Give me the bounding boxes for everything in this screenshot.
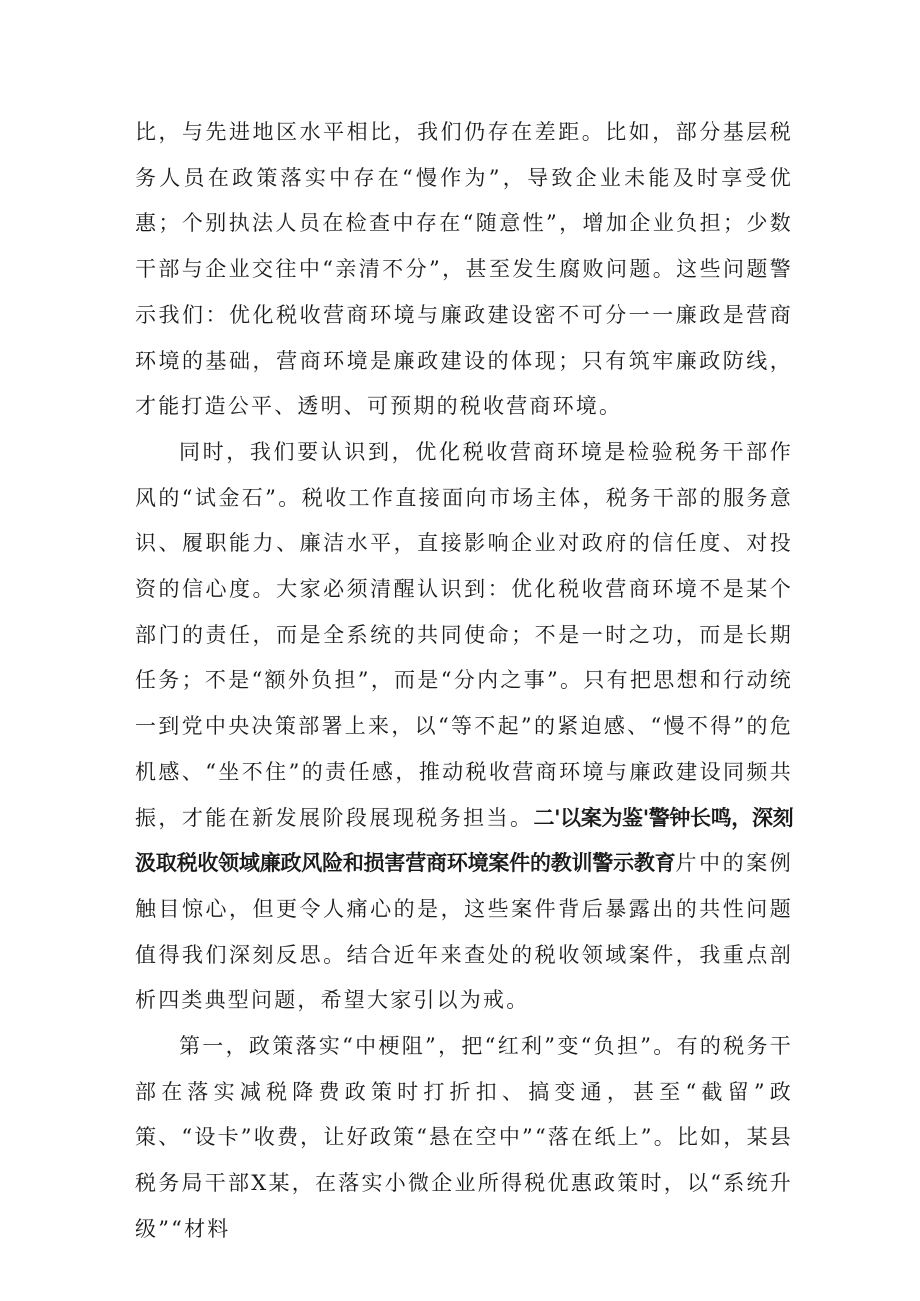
section-heading: 二'以案为鉴'警钟长鸣，深刻汲取税收领域廉政风险和损害营商环境案件的教训警示教育 [135,805,793,876]
paragraph-1 [135,110,793,430]
paragraph-2 [135,430,793,1024]
paragraph-1-text: 比，与先进地区水平相比，我们仍存在差距。比如，部分基层税务人员在政策落实中存在“慢作为”，导致企业未能及时享受优惠；个别执法人员在检查中存在“随意性”，增加企业负担；少数干部与企业交往中“亲清不分”，甚至发生腐败问题。这些问题警示我们：优化税收营商环境与廉政建设密不可分一一廉政是营商环境的基础，营商环境是廉政建设的体现；只有筑牢廉政防线，才能打造公平、透明、可预期的税收营商环境。 [135,120,793,419]
paragraph-2-text: 同时，我们要认识到，优化税收营商环境是检验税务干部作风的“试金石”。税收工作直接面向市场主体，税务干部的服务意识、履职能力、廉洁水平，直接影响企业对政府的信任度、对投资的信心度。大家必须清醒认识到：优化税收营商环境不是某个部门的责任，而是全系统的共同使命；不是一时之功，而是长期任务；不是“额外负担”，而是“分内之事”。只有把思想和行动统一到党中央决策部署上来，以“等不起”的紧迫感、“慢不得”的危机感、“坐不住”的责任感，推动税收营商环境与廉政建设同频共振，才能在新发展阶段展现税务担当。 [135,439,793,830]
paragraph-3-text: 第一，政策落实“中梗阻”，把“红利”变“负担”。有的税务干部在落实减税降费政策时打折扣、搞变通，甚至“截留”政策、“设卡”收费，让好政策“悬在空中”“落在纸上”。比如，某县税务局干部X某，在落实小微企业所得税优惠政策时，以“系统升级”“材料 [135,1034,793,1241]
paragraph-2-tail: 片中的案例触目惊心，但更令人痛心的是，这些案件背后暴露出的共性问题值得我们深刻反思。结合近年来查处的税收领域案件，我重点剖析四类典型问题，希望大家引以为戒。 [135,851,793,1013]
paragraph-3 [135,1024,793,1253]
document-body [135,110,793,1253]
